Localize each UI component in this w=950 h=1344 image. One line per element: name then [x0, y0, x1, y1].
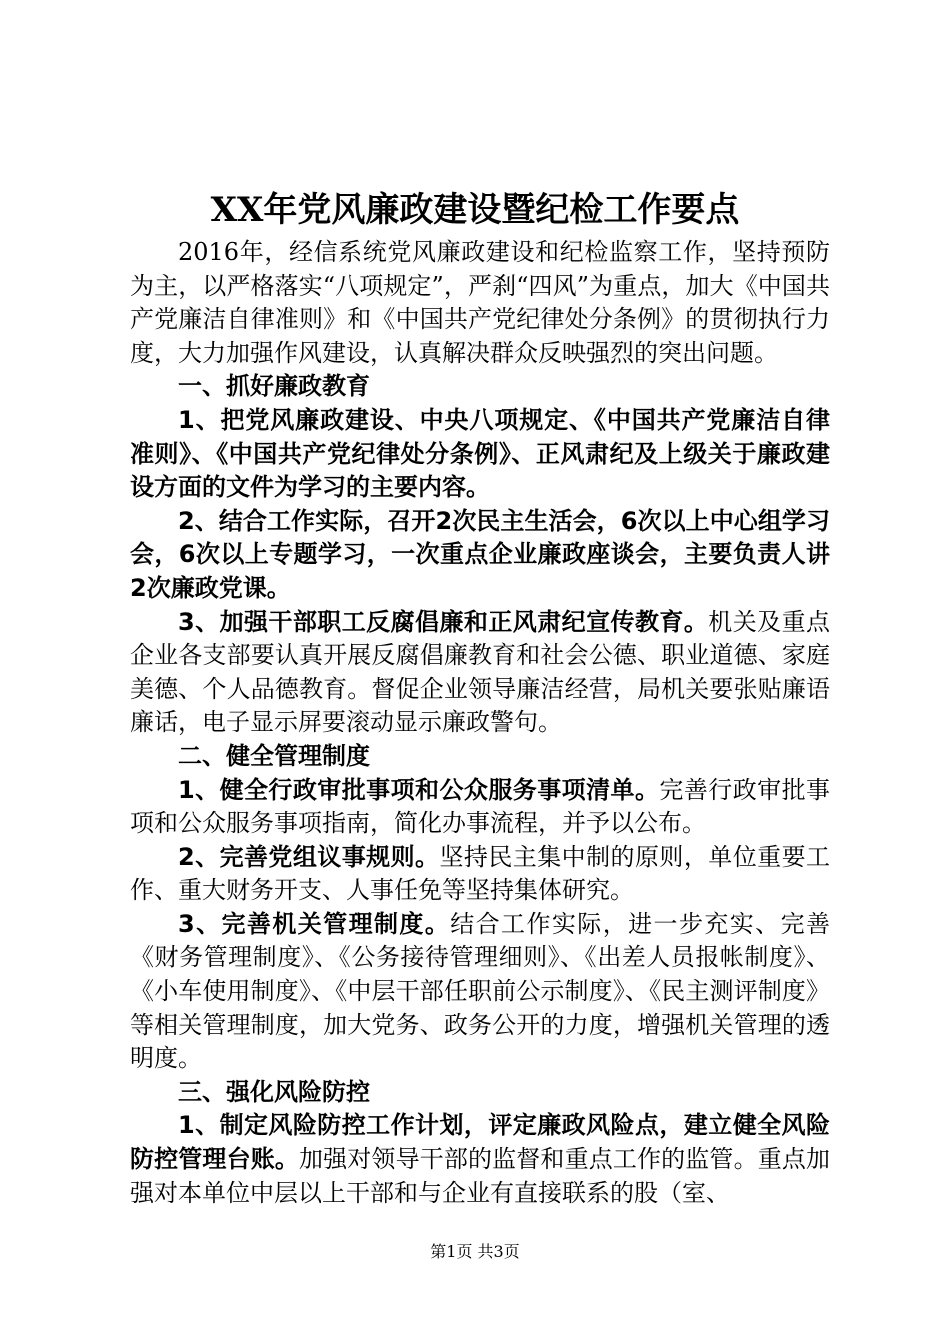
page-footer: 第1页 共3页 — [430, 1242, 520, 1261]
section1-item3 — [130, 606, 830, 740]
section2-item1-lead: 1、健全行政审批事项和公众服务事项清单。 — [178, 775, 660, 804]
section-heading-1: 一、抓好廉政教育 — [178, 372, 370, 401]
document-body — [130, 236, 830, 1210]
section3-item1-lead: 1、制定风险防控工作计划，评定廉政风险点，建立健全风险防控管理台账。 — [130, 1111, 830, 1174]
section2-item2-lead: 2、完善党组议事规则。 — [178, 842, 440, 871]
section-heading-2: 二、健全管理制度 — [178, 741, 370, 770]
section2-item1 — [130, 774, 830, 841]
section1-item1: 1、把党风廉政建设、中央八项规定、《中国共产党廉洁自律准则》、《中国共产党纪律处分条例》、正风肃纪及上级关于廉政建设方面的文件为学习的主要内容。 — [130, 405, 830, 502]
section2-item2 — [130, 841, 830, 908]
intro-paragraph: 2016年，经信系统党风廉政建设和纪检监察工作，坚持预防为主，以严格落实“八项规定”，严刹“四风”为重点，加大《中国共产党廉洁自律准则》和《中国共产党纪律处分条例》的贯彻执行力度，大力加强作风建设，认真解决群众反映强烈的突出问题。 — [130, 238, 830, 367]
section2-item3 — [130, 908, 830, 1076]
section2-item3-text: 结合工作实际，进一步充实、完善《财务管理制度》、《公务接待管理细则》、《出差人员报帐制度》、《小车使用制度》、《中层干部任职前公示制度》、《民主测评制度》等相关管理制度，加大党务、政务公开的力度，增强机关管理的透明度。 — [130, 909, 830, 1073]
section-heading-3: 三、强化风险防控 — [178, 1077, 370, 1106]
section2-item2-text: 坚持民主集中制的原则，单位重要工作、重大财务开支、人事任免等坚持集体研究。 — [130, 842, 831, 905]
document-title: XX年党风廉政建设暨纪检工作要点 — [210, 190, 740, 230]
section3-item1-text: 加强对领导干部的监督和重点工作的监管。重点加强对本单位中层以上干部和与企业有直接联系的股（室、 — [130, 1145, 830, 1207]
section2-item3-lead: 3、完善机关管理制度。 — [178, 909, 451, 938]
section1-item3-lead: 3、加强干部职工反腐倡廉和正风肃纪宣传教育。 — [178, 607, 709, 636]
section3-item1 — [130, 1109, 830, 1210]
section2-item1-text: 完善行政审批事项和公众服务事项指南，简化办事流程，并予以公布。 — [130, 775, 830, 838]
section1-item3-text: 机关及重点企业各支部要认真开展反腐倡廉教育和社会公德、职业道德、家庭美德、个人品德教育。督促企业领导廉洁经营，局机关要张贴廉语廉话，电子显示屏要滚动显示廉政警句。 — [130, 607, 831, 737]
section1-item2: 2、结合工作实际，召开2次民主生活会，6次以上中心组学习会，6次以上专题学习，一次重点企业廉政座谈会，主要负责人讲2次廉政党课。 — [130, 506, 830, 602]
